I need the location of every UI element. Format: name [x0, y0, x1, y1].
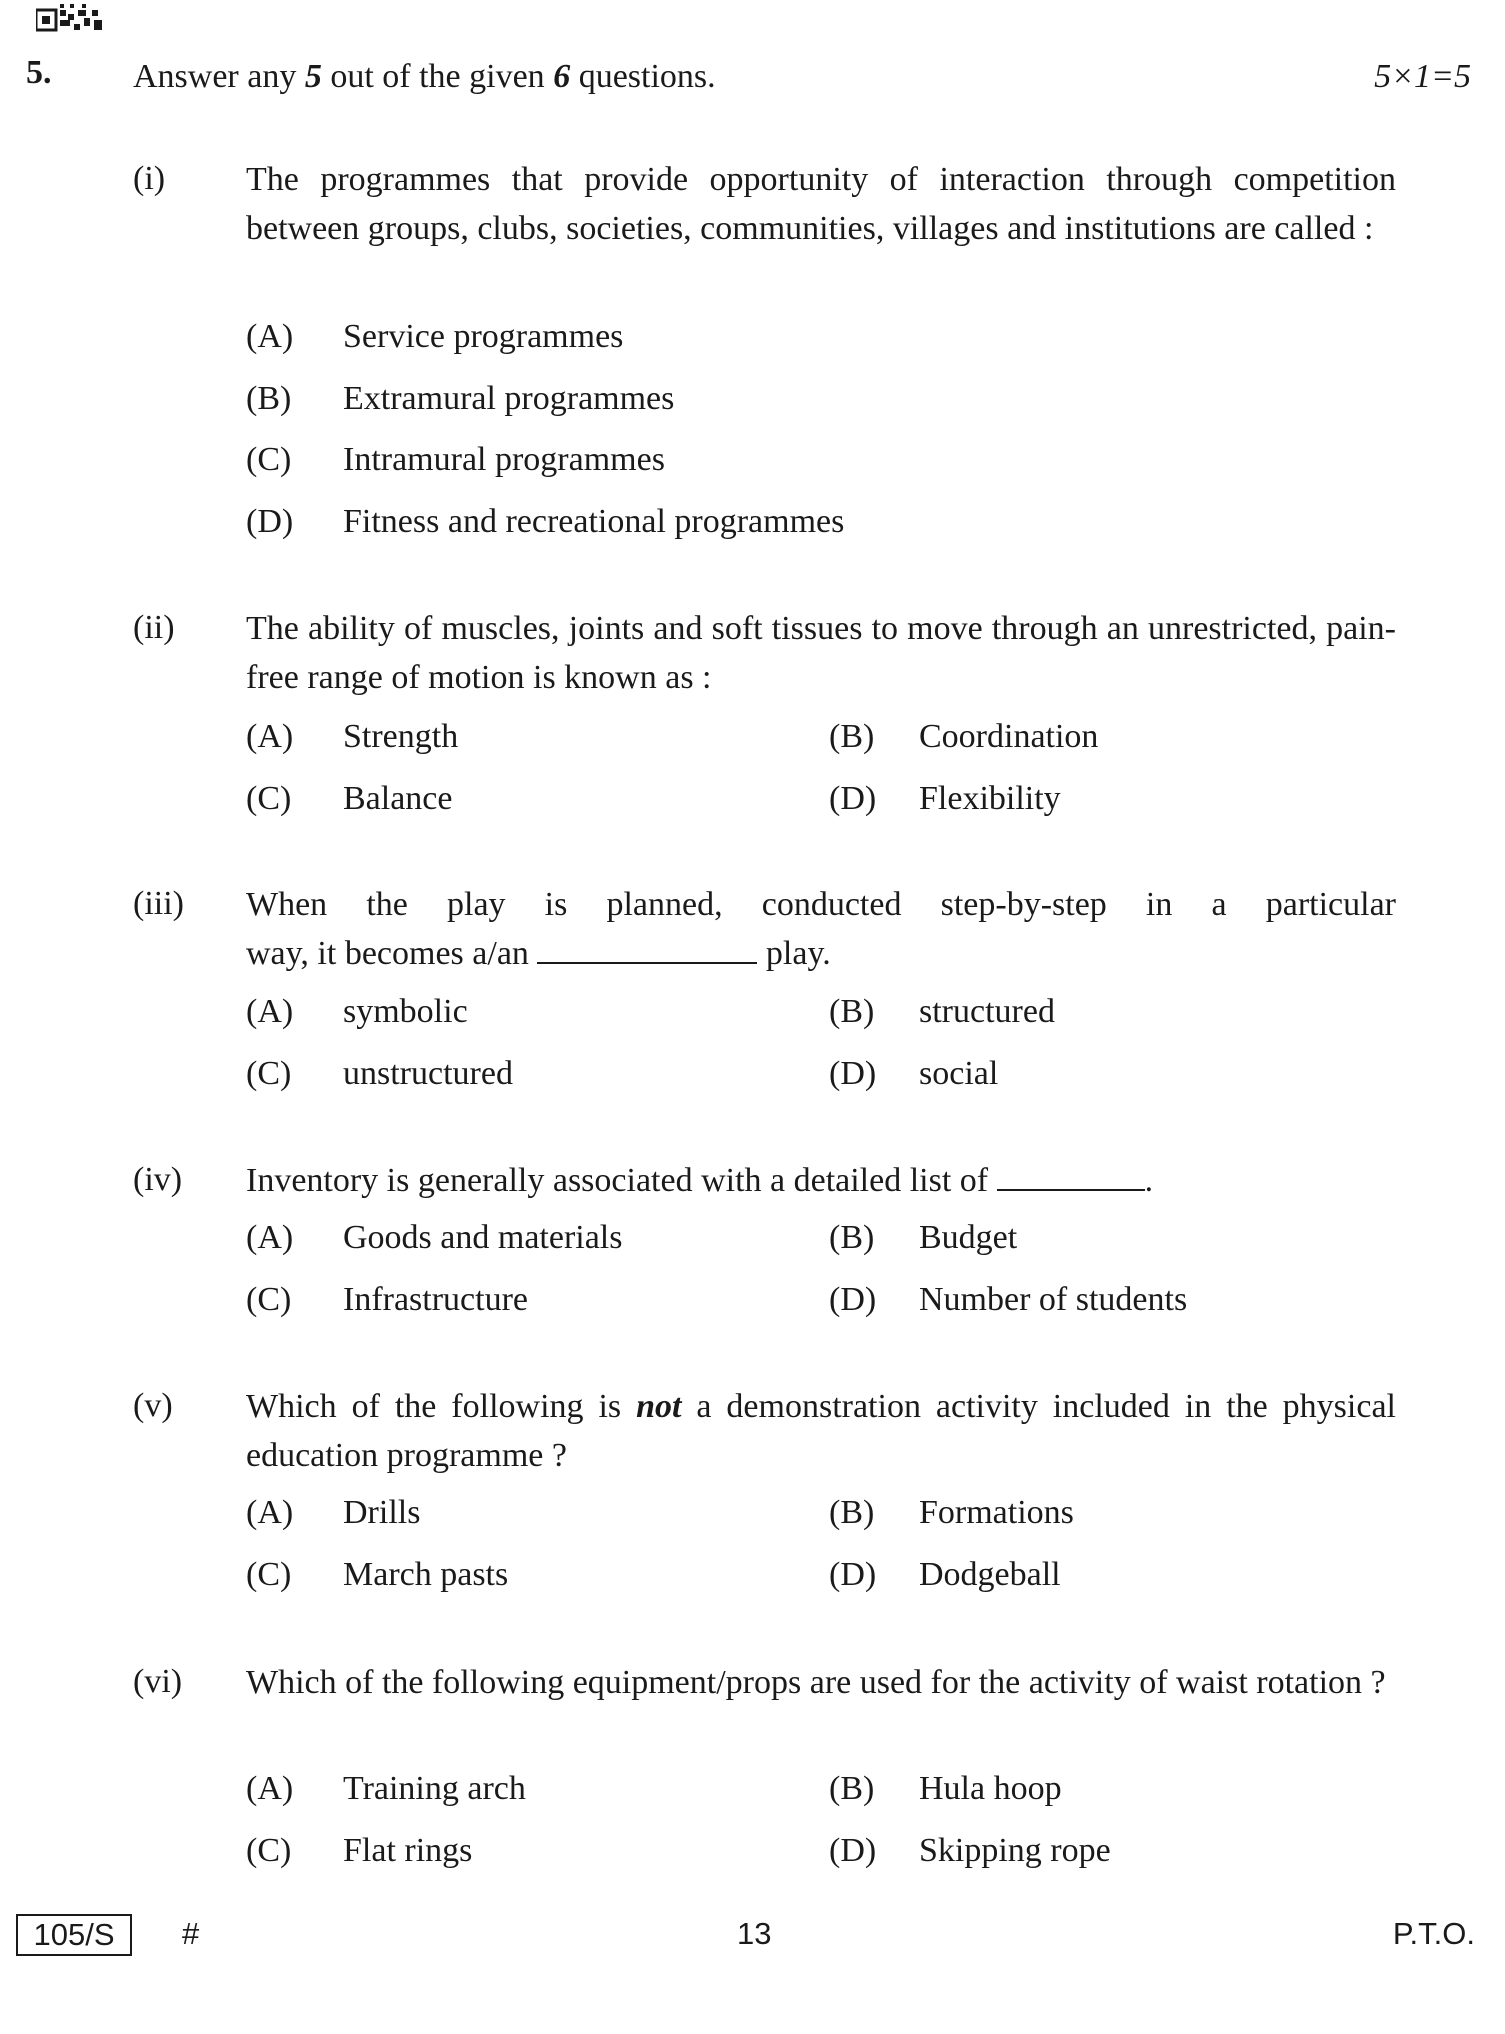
question-stem: Which of the following equipment/props are used for the activity of waist rotation ? [246, 1664, 1386, 1701]
option: (A) Strength [246, 718, 459, 755]
marks-allocation: 5×1=5 [1374, 58, 1471, 95]
sub-question-number: (iii) [133, 885, 184, 922]
sub-question-number: (iv) [133, 1161, 183, 1198]
option: (C) Infrastructure [246, 1281, 529, 1318]
option: (D) Dodgeball [829, 1556, 1061, 1593]
option: (C) Balance [246, 780, 453, 817]
qr-code-icon [36, 4, 104, 32]
page-number: 13 [737, 1916, 772, 1951]
option: (B) Budget [829, 1219, 1018, 1256]
option: (A) symbolic [246, 993, 468, 1030]
option: (B) structured [829, 993, 1055, 1030]
question-stem: The programmes that provide opportunity of interaction through competition between groups, clubs, societies, communities, villages and institutions are called : [246, 161, 1396, 247]
emphasis-not: not [636, 1388, 682, 1425]
question-stem: The ability of muscles, joints and soft tissues to move through an unrestricted, pain-free range of motion is known as : [246, 610, 1396, 696]
paper-code: 105/S [16, 1914, 132, 1956]
option: (D) Flexibility [829, 780, 1061, 817]
please-turn-over: P.T.O. [1392, 1916, 1475, 1951]
option: (D) Number of students [829, 1281, 1188, 1318]
question-number: 5. [26, 54, 52, 91]
option: (D) Fitness and recreational programmes [246, 503, 845, 540]
option: (B) Formations [829, 1494, 1074, 1531]
option: (B) Hula hoop [829, 1770, 1062, 1807]
option: (C) Flat rings [246, 1832, 473, 1869]
option: (A) Drills [246, 1494, 421, 1531]
sub-question-number: (ii) [133, 609, 175, 646]
option: (B) Extramural programmes [246, 380, 675, 417]
answer-blank [997, 1163, 1145, 1191]
footer-hash: # [182, 1916, 200, 1951]
instruction: Answer any 5 out of the given 6 questions. [133, 58, 716, 95]
question-stem: When the play is planned, conducted step-by-step in a particular way, it becomes a/an play. [246, 886, 1396, 972]
answer-blank [537, 936, 757, 964]
instruction-total: 6 [553, 58, 571, 95]
option: (C) Intramural programmes [246, 441, 665, 478]
option: (A) Goods and materials [246, 1219, 623, 1256]
option: (A) Training arch [246, 1770, 526, 1807]
sub-question-number: (vi) [133, 1663, 183, 1700]
sub-question-number: (i) [133, 160, 166, 197]
option: (D) Skipping rope [829, 1832, 1111, 1869]
option: (A) Service programmes [246, 318, 624, 355]
option: (D) social [829, 1055, 999, 1092]
question-stem: Which of the following is not a demonstration activity included in the physical education programme ? [246, 1388, 1396, 1474]
instruction-count: 5 [304, 58, 322, 95]
option: (C) March pasts [246, 1556, 509, 1593]
question-stem: Inventory is generally associated with a detailed list of . [246, 1162, 1154, 1199]
sub-question-number: (v) [133, 1387, 173, 1424]
option: (C) unstructured [246, 1055, 513, 1092]
option: (B) Coordination [829, 718, 1099, 755]
